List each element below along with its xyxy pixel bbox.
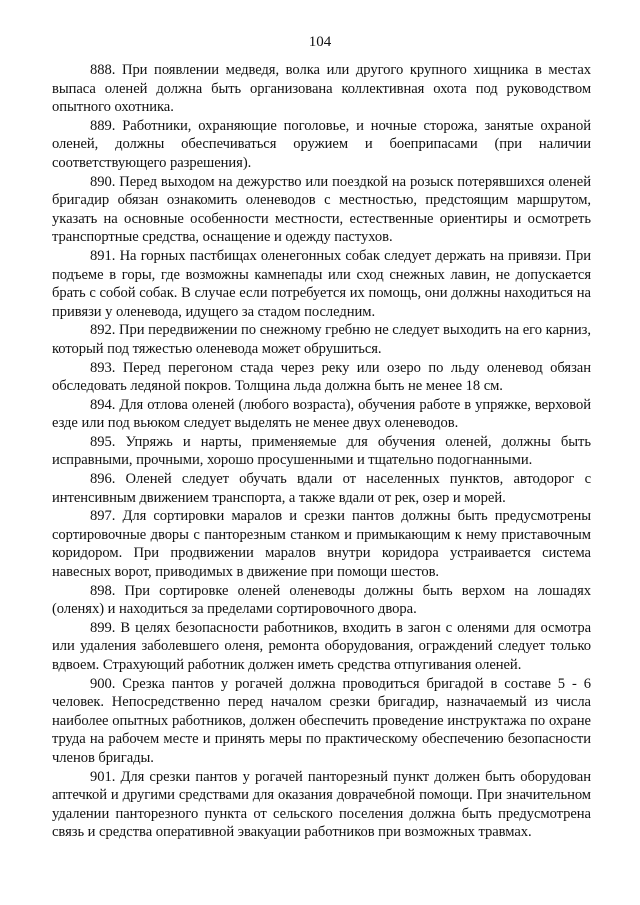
paragraph-891: 891. На горных пастбищах оленегонных собак следует держать на привязи. При подъеме в горы, где возможны камнепады или сход снежных лавин, не допускается брать с собой собак. В случае если потребуется их помощь, они должны находиться на привязи у оленевода, идущего за стадом последним. [52, 247, 591, 320]
page-number: 104 [308, 34, 332, 50]
paragraph-900: 900. Срезка пантов у рогачей должна проводиться бригадой в составе 5 - 6 человек. Непосредственно перед началом срезки бригадир, назначаемый из числа наиболее опытных работников, должен обеспечить проведение инструктажа по охране труда на рабочем месте и принять меры по практическому обеспечению безопасности членов бригады. [52, 675, 591, 766]
paragraph-901: 901. Для срезки пантов у рогачей панторезный пункт должен быть оборудован аптечкой и другими средствами для оказания доврачебной помощи. При значительном удалении панторезного пункта от сельского поселения должна быть предусмотрена связь и средства оперативной эвакуации работников при возможных травмах. [52, 768, 591, 841]
paragraph-892: 892. При передвижении по снежному гребню не следует выходить на его карниз, который под тяжестью оленевода может обрушиться. [52, 322, 591, 357]
paragraph-899: 899. В целях безопасности работников, входить в загон с оленями для осмотра или удаления заболевшего оленя, ремонта оборудования, ограждений следует только вдвоем. Страхующий работник должен иметь средства отпугивания оленей. [52, 619, 591, 673]
document-body [52, 61, 591, 842]
paragraph-895: 895. Упряжь и нарты, применяемые для обучения оленей, должны быть исправными, прочными, хорошо просушенными и тщательно подогнанными. [52, 433, 591, 469]
paragraph-894: 894. Для отлова оленей (любого возраста), обучения работе в упряжке, верховой езде или под вьюком следует выделять не менее двух оленеводов. [52, 396, 591, 432]
paragraph-897: 897. Для сортировки маралов и срезки пантов должны быть предусмотрены сортировочные дворы с панторезным станком и примыкающим к нему приставочным коридором. При продвижении маралов внутри коридора устраивается система навесных ворот, приводимых в движение при помощи шестов. [52, 508, 591, 581]
paragraph-896: 896. Оленей следует обучать вдали от населенных пунктов, автодорог с интенсивным движением транспорта, а также вдали от рек, озер и морей. [52, 471, 591, 506]
paragraph-888: 888. При появлении медведя, волка или другого крупного хищника в местах выпаса оленей должна быть организована коллективная охота под руководством опытного охотника. [52, 62, 591, 116]
paragraph-889: 889. Работники, охраняющие поголовье, и ночные сторожа, занятые охраной оленей, должны обеспечиваться оружием и боеприпасами (при наличии соответствующего разрешения). [52, 117, 591, 171]
paragraph-898: 898. При сортировке оленей оленеводы должны быть верхом на лошадях (оленях) и находиться за пределами сортировочного двора. [52, 582, 591, 618]
paragraph-893: 893. Перед перегоном стада через реку или озеро по льду оленевод обязан обследовать ледяной покров. Толщина льда должна быть не менее 18 см. [52, 359, 591, 395]
paragraph-890: 890. Перед выходом на дежурство или поездкой на розыск потерявшихся оленей бригадир обязан ознакомить оленеводов с местностью, предстоящим маршрутом, указать на основные особенности местности, естественные ориентиры и осмотреть транспортные средства, оснащение и одежду пастухов. [52, 173, 591, 246]
